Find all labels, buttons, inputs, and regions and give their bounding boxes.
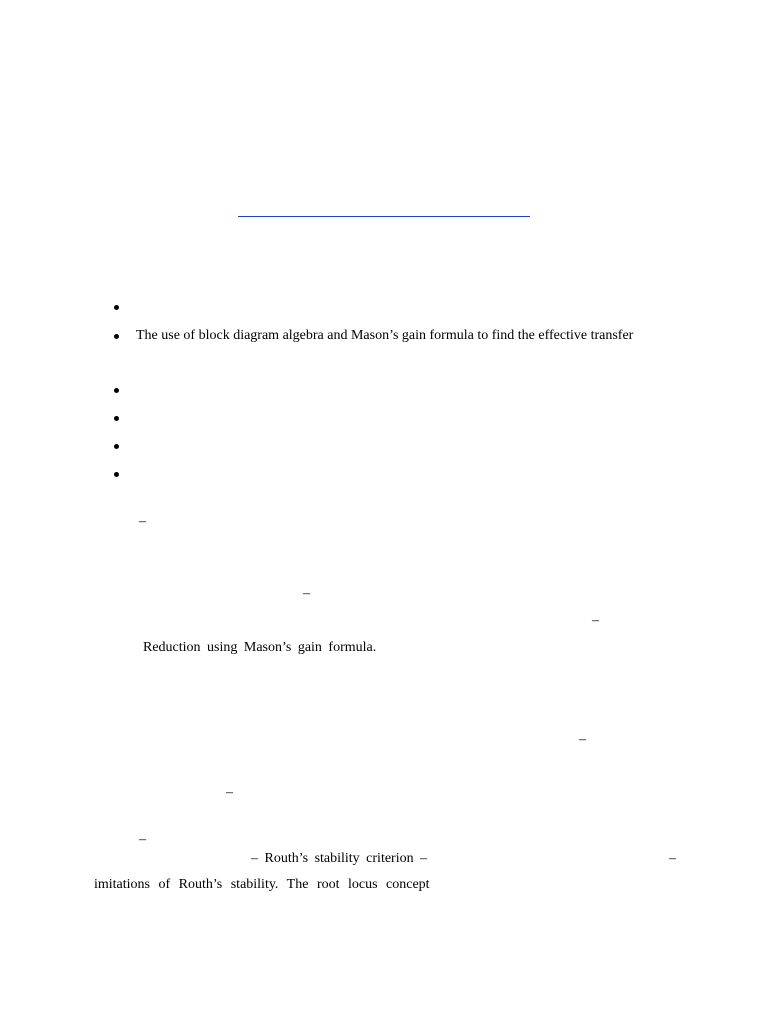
- dash-1: –: [139, 514, 146, 529]
- objective-item-2: The use of block diagram algebra and Mason’s gain formula to find the effective transfer: [136, 328, 634, 343]
- reduction-text: Reduction using Mason’s gain formula.: [143, 640, 377, 655]
- dash-4: –: [579, 732, 586, 747]
- bullet-4: [113, 415, 121, 423]
- dash-7: –: [669, 851, 676, 866]
- bullet-5: [113, 443, 121, 451]
- dash-3: –: [592, 613, 599, 628]
- routh-criterion-text: – Routh’s stability criterion –: [251, 851, 428, 866]
- bullet-2: [113, 333, 121, 341]
- dash-2: –: [303, 586, 310, 601]
- dash-5: –: [226, 785, 233, 800]
- routh-limitations-text: imitations of Routh’s stability. The root locus concept: [94, 877, 430, 892]
- bullet-1: [113, 304, 121, 312]
- hyperlink-underline[interactable]: [238, 216, 530, 217]
- bullet-3: [113, 387, 121, 395]
- dash-6: –: [139, 832, 146, 847]
- bullet-6: [113, 471, 121, 479]
